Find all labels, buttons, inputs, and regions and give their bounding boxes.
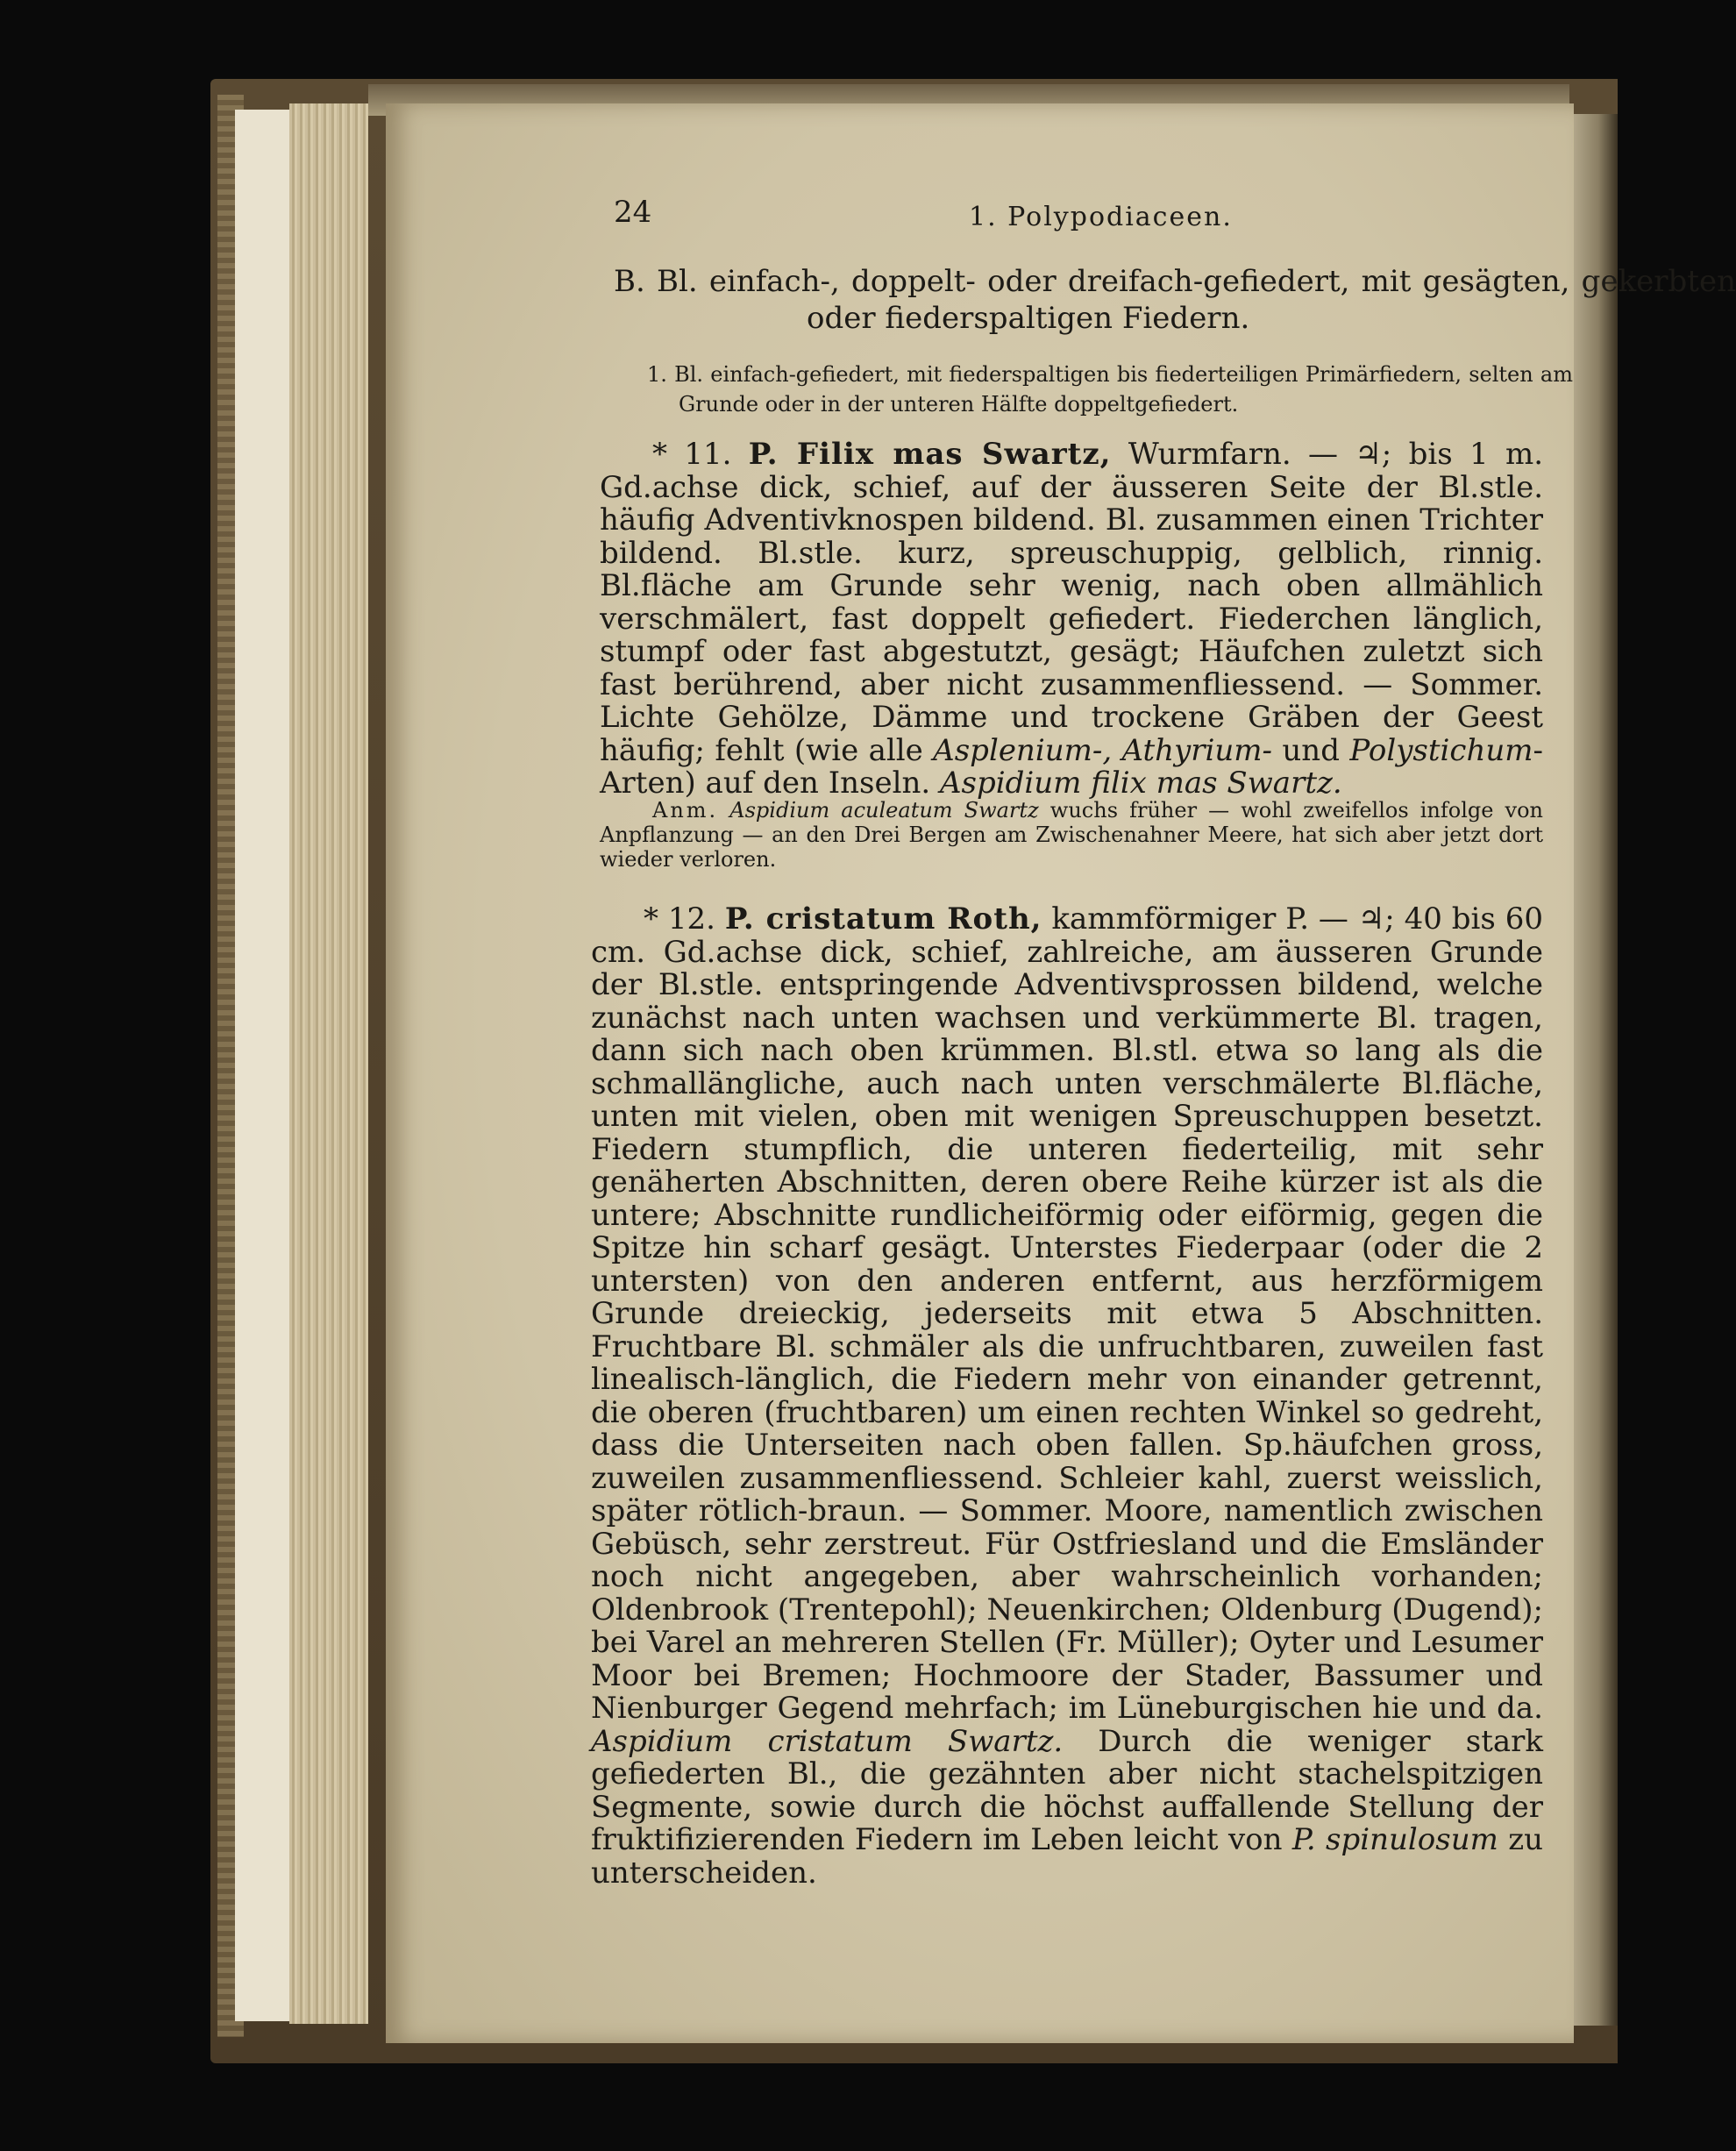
species-number: * 11. xyxy=(652,437,732,472)
species-synonym: Aspidium filix mas Swartz. xyxy=(940,766,1342,801)
endpaper xyxy=(235,110,289,2021)
species-name: P. Filix mas Swartz, xyxy=(748,437,1112,472)
species-entry-12 xyxy=(591,903,1543,1890)
page-number: 24 xyxy=(614,195,652,230)
species-name: P. cristatum Roth, xyxy=(724,901,1042,937)
note-body: wuchs früher — wohl zweifellos infolge von Anpflanzung — an den Drei Bergen am Zwischenahner Meere, hat sich aber jetzt dort wieder verloren. xyxy=(600,798,1544,872)
annotation-note xyxy=(600,798,1543,872)
species-entry-11 xyxy=(600,438,1543,801)
species-description-cont: und xyxy=(1282,732,1340,768)
species-genus: Polystichum xyxy=(1349,732,1533,768)
key-section-1: 1. Bl. einfach-gefiedert, mit fiederspaltigen bis fiederteiligen Primärfiedern, selten am Grunde oder in der unteren Hälfte doppeltgefiedert. xyxy=(647,362,1573,417)
page-right-edge xyxy=(1569,114,1618,2026)
species-number: * 12. xyxy=(644,901,715,937)
note-label: Anm. xyxy=(652,798,719,823)
species-description-end: -Arten) auf den Inseln. xyxy=(600,732,1543,801)
running-head xyxy=(614,195,1526,239)
species-compare: P. spinulosum xyxy=(1291,1822,1498,1857)
key-section-b: B. Bl. einfach-, doppelt- oder dreifach-gefiedert, mit gesägten, gekerbten oder fiederspaltigen Fiedern. xyxy=(614,264,1736,336)
page-header: 1. Polypodiaceen. xyxy=(969,202,1233,232)
species-description: kammförmiger P. — ♃; 40 bis 60 cm. Gd.achse dick, schief, zahlreiche, am äusseren Grunde der Bl.stle. entspringende Adventivsprossen bildend, welche zunächst nach unten wachsen und verkümmerte Bl. tragen, dann sich nach oben krümmen. Bl.stl. etwa so lang als die schmallängliche, auch nach unten verschmälerte Bl.fläche, unten mit vielen, oben mit wenigen Spreuschuppen besetzt. Fiedern stumpflich, die unteren fiederteilig, mit sehr genäherten Abschnitten, deren obere Reihe kürzer ist als die untere; Abschnitte rundlicheiförmig oder eiförmig, gegen die Spitze hin scharf gesägt. Unterstes Fiederpaar (oder die 2 untersten) von den anderen entfernt, aus herzförmigem Grunde dreieckig, jederseits mit etwa 5 Abschnitten. Fruchtbare Bl. schmäler als die unfruchtbaren, zuweilen fast linealisch-länglich, die Fiedern mehr von einander getrennt, die oberen (fruchtbaren) um einen rechten Winkel so gedreht, dass die Unterseiten nach oben fallen. Sp.häufchen gross, zuweilen zusammenfliessend. Schleier kahl, zuerst weisslich, später rötlich-braun. — Sommer. Moore, namentlich zwischen Gebüsch, sehr zerstreut. Für Ostfriesland und die Emsländer noch nicht angegeben, aber wahrscheinlich vorhanden; Oldenbrook (Trentepohl); Neuenkirchen; Oldenburg (Dugend); bei Varel an mehreren Stellen (Fr. Müller); Oyter und Lesumer Moor bei Bremen; Hochmoore der Stader, Bassumer und Nienburger Gegend mehrfach; im Lüneburgischen hie und da. xyxy=(591,901,1544,1726)
species-description-cont: Durch die weniger stark gefiederten Bl., die gezähnten aber nicht stachelspitzigen Segmente, sowie durch die höchst auffallende Stellung der fruktifizierenden Fiedern im Leben leicht von xyxy=(591,1723,1543,1857)
species-genera: Asplenium-, Athyrium- xyxy=(933,732,1273,768)
species-synonym: Aspidium cristatum Swartz. xyxy=(591,1723,1064,1759)
note-species: Aspidium aculeatum Swartz xyxy=(729,798,1039,823)
species-description: Wurmfarn. — ♃; bis 1 m. Gd.achse dick, schief, auf der äusseren Seite der Bl.stle. häufig Adventivknospen bildend. Bl. zusammen einen Trichter bildend. Bl.stle. kurz, spreuschuppig, gelblich, rinnig. Bl.fläche am Grunde sehr wenig, nach oben allmählich verschmälert, fast doppelt gefiedert. Fiederchen länglich, stumpf oder fast abgestutzt, gesägt; Häufchen zuletzt sich fast berührend, aber nicht zusammenfliessend. — Sommer. Lichte Gehölze, Dämme und trockene Gräben der Geest häufig; fehlt (wie alle xyxy=(600,437,1544,768)
page-stack-edge xyxy=(289,103,368,2024)
species-description-end: zu unterscheiden. xyxy=(591,1822,1543,1891)
